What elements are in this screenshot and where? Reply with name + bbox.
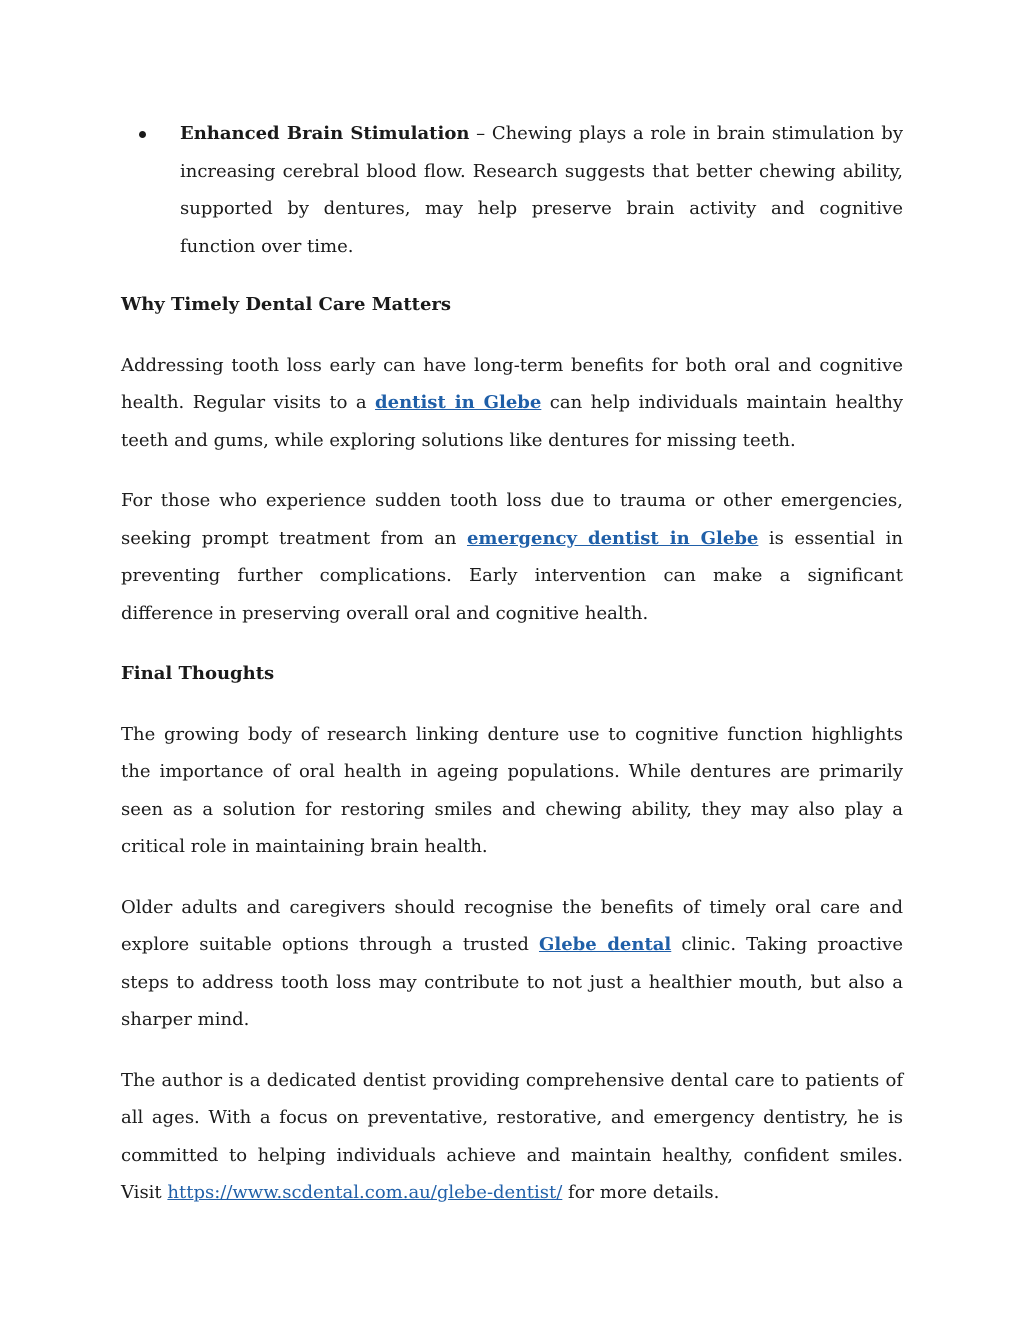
paragraph-author <box>121 1062 903 1212</box>
paragraph-text: clinic. Taking proactive steps to address tooth loss may contribute to not just a healthier mouth, but also a sharper mind. <box>121 934 903 1030</box>
paragraph-text: For those who experience sudden tooth loss due to trauma or other emergencies, seeking prompt treatment from an <box>121 490 903 549</box>
paragraph-emergency <box>121 482 903 632</box>
paragraph-text: Addressing tooth loss early can have long-term benefits for both oral and cognitive health. Regular visits to a <box>121 354 903 413</box>
bullet-dot-icon <box>139 131 146 138</box>
paragraph-text: The author is a dedicated dentist providing comprehensive dental care to patients of all ages. With a focus on preventative, restorative, and emergency dentistry, he is committed to helping individuals achieve and maintain healthy, confident smiles. Visit <box>121 1069 903 1203</box>
paragraph-text: is essential in preventing further complications. Early intervention can make a significant difference in preserving overall oral and cognitive health. <box>121 527 903 624</box>
bullet-list <box>121 115 903 265</box>
bullet-text: – Chewing plays a role in brain stimulation by increasing cerebral blood flow. Research suggests that better chewing ability, supported by dentures, may help preserve brain activity and cognitive function over time. <box>180 123 903 257</box>
paragraph-text: Older adults and caregivers should recognise the benefits of timely oral care and explore suitable options through a trusted <box>121 896 903 955</box>
link-dentist-in-glebe[interactable]: dentist in Glebe <box>375 392 542 413</box>
document-page <box>121 115 903 1235</box>
paragraph-text: can help individuals maintain healthy teeth and gums, while exploring solutions like dentures for missing teeth. <box>121 392 903 451</box>
paragraph-addressing-tooth-loss <box>121 347 903 460</box>
link-scdental-url[interactable]: https://www.scdental.com.au/glebe-dentist/ <box>167 1182 563 1203</box>
link-emergency-dentist-in-glebe[interactable]: emergency dentist in Glebe <box>466 527 759 549</box>
link-glebe-dental[interactable]: Glebe dental <box>538 934 672 955</box>
bullet-item-brain-stimulation <box>180 115 903 265</box>
paragraph-text: for more details. <box>562 1182 720 1203</box>
bullet-title: Enhanced Brain Stimulation <box>180 123 470 144</box>
paragraph-older-adults <box>121 889 903 1039</box>
heading-why-timely-dental-care: Why Timely Dental Care Matters <box>121 294 452 315</box>
paragraph-growing-body: The growing body of research linking denture use to cognitive function highlights the importance of oral health in ageing populations. While dentures are primarily seen as a solution for restoring smiles and chewing ability, they may also play a critical role in maintaining brain health. <box>121 723 903 857</box>
heading-final-thoughts: Final Thoughts <box>121 663 275 684</box>
